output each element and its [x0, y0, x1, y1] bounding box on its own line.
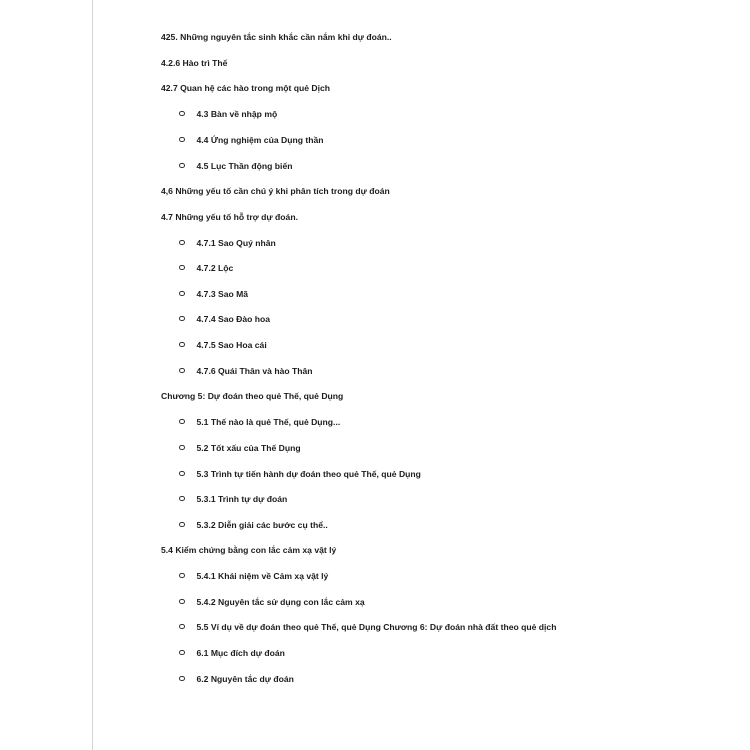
circle-bullet-icon — [179, 599, 185, 605]
circle-bullet-icon — [179, 137, 185, 143]
circle-bullet-icon — [179, 316, 185, 322]
toc-item-text: 5.4.1 Khái niệm về Cảm xạ vật lý — [196, 571, 329, 581]
toc-item-text: 4.7.3 Sao Mã — [196, 289, 249, 299]
toc-item-text: 4.3 Bàn về nhập mộ — [196, 109, 278, 119]
toc-item-text: 4.7.1 Sao Quý nhân — [196, 238, 276, 248]
toc-subitem — [179, 621, 556, 633]
toc-subitem — [179, 493, 287, 505]
toc-subitem — [179, 339, 267, 351]
circle-bullet-icon — [179, 291, 185, 297]
toc-item-text: 6.2 Nguyên tắc dự đoán — [196, 674, 294, 684]
toc-item-text: 4,6 Những yếu tố cần chú ý khi phân tích trong dự đoán — [161, 186, 390, 196]
circle-bullet-icon — [179, 240, 185, 246]
circle-bullet-icon — [179, 265, 185, 271]
toc-subitem — [179, 237, 276, 249]
circle-bullet-icon — [179, 676, 185, 682]
circle-bullet-icon — [179, 650, 185, 656]
toc-item-text: 5.1 Thế nào là quẻ Thế, quẻ Dụng... — [196, 417, 341, 427]
toc-item-text: 42.7 Quan hệ các hào trong một quẻ Dịch — [161, 83, 331, 93]
circle-bullet-icon — [179, 342, 185, 348]
toc-subitem — [179, 365, 313, 377]
circle-bullet-icon — [179, 496, 185, 502]
toc-item-text: 5.4.2 Nguyên tắc sử dụng con lắc cảm xạ — [196, 597, 365, 607]
circle-bullet-icon — [179, 163, 185, 169]
circle-bullet-icon — [179, 573, 185, 579]
toc-subitem — [179, 134, 323, 146]
toc-item-text: 4.5 Lục Thần động biến — [196, 161, 293, 171]
toc-item-text: 5.3.2 Diễn giải các bước cụ thể.. — [196, 520, 328, 530]
toc-item-text: 4.7.5 Sao Hoa cái — [196, 340, 267, 350]
toc-subitem — [179, 570, 328, 582]
toc-item — [161, 82, 330, 94]
circle-bullet-icon — [179, 522, 185, 528]
toc-item-text: 4.2.6 Hào trì Thế — [161, 58, 228, 68]
toc-subitem — [179, 468, 421, 480]
toc-subitem — [179, 647, 285, 659]
toc-item-text: 4.4 Ứng nghiệm của Dụng thần — [196, 135, 324, 145]
toc-item-text: 5.4 Kiểm chứng bằng con lắc cảm xạ vật lý — [161, 545, 337, 555]
toc-item — [161, 57, 227, 69]
toc-item-text: 5.5 Ví dụ về dự đoán theo quẻ Thế, quẻ Dụng Chương 6: Dự đoán nhà đất theo quẻ dịch — [196, 622, 557, 632]
toc-item-text: 4.7 Những yếu tố hỗ trợ dự đoán. — [161, 212, 298, 222]
toc-item — [161, 31, 392, 43]
circle-bullet-icon — [179, 445, 185, 451]
toc-item-text: 5.2 Tốt xấu của Thế Dụng — [196, 443, 301, 453]
toc-item-text: 4.7.2 Lộc — [196, 263, 234, 273]
toc-item-text: 5.3 Trình tự tiến hành dự đoán theo quẻ Thế, quẻ Dụng — [196, 469, 421, 479]
toc-subitem — [179, 160, 292, 172]
toc-subitem — [179, 416, 340, 428]
toc-item — [161, 185, 390, 197]
toc-subitem — [179, 313, 270, 325]
circle-bullet-icon — [179, 471, 185, 477]
toc-item — [161, 390, 343, 402]
toc-item — [161, 211, 298, 223]
toc-item-text: 6.1 Mục đích dự đoán — [196, 648, 285, 658]
toc-item-text: 425. Những nguyên tắc sinh khắc cần nắm khi dự đoán.. — [161, 32, 392, 42]
toc-subitem — [179, 673, 294, 685]
toc-item-text: Chương 5: Dự đoán theo quẻ Thế, quẻ Dụng — [161, 391, 344, 401]
toc-subitem — [179, 442, 301, 454]
circle-bullet-icon — [179, 111, 185, 117]
toc-subitem — [179, 108, 277, 120]
circle-bullet-icon — [179, 624, 185, 630]
toc-subitem — [179, 519, 328, 531]
circle-bullet-icon — [179, 368, 185, 374]
toc-item — [161, 544, 336, 556]
toc-item-text: 5.3.1 Trình tự dự đoán — [196, 494, 288, 504]
toc-subitem — [179, 596, 365, 608]
toc-item-text: 4.7.4 Sao Đào hoa — [196, 314, 271, 324]
circle-bullet-icon — [179, 419, 185, 425]
toc-item-text: 4.7.6 Quái Thân và hào Thân — [196, 366, 313, 376]
toc-subitem — [179, 262, 233, 274]
toc-subitem — [179, 288, 248, 300]
